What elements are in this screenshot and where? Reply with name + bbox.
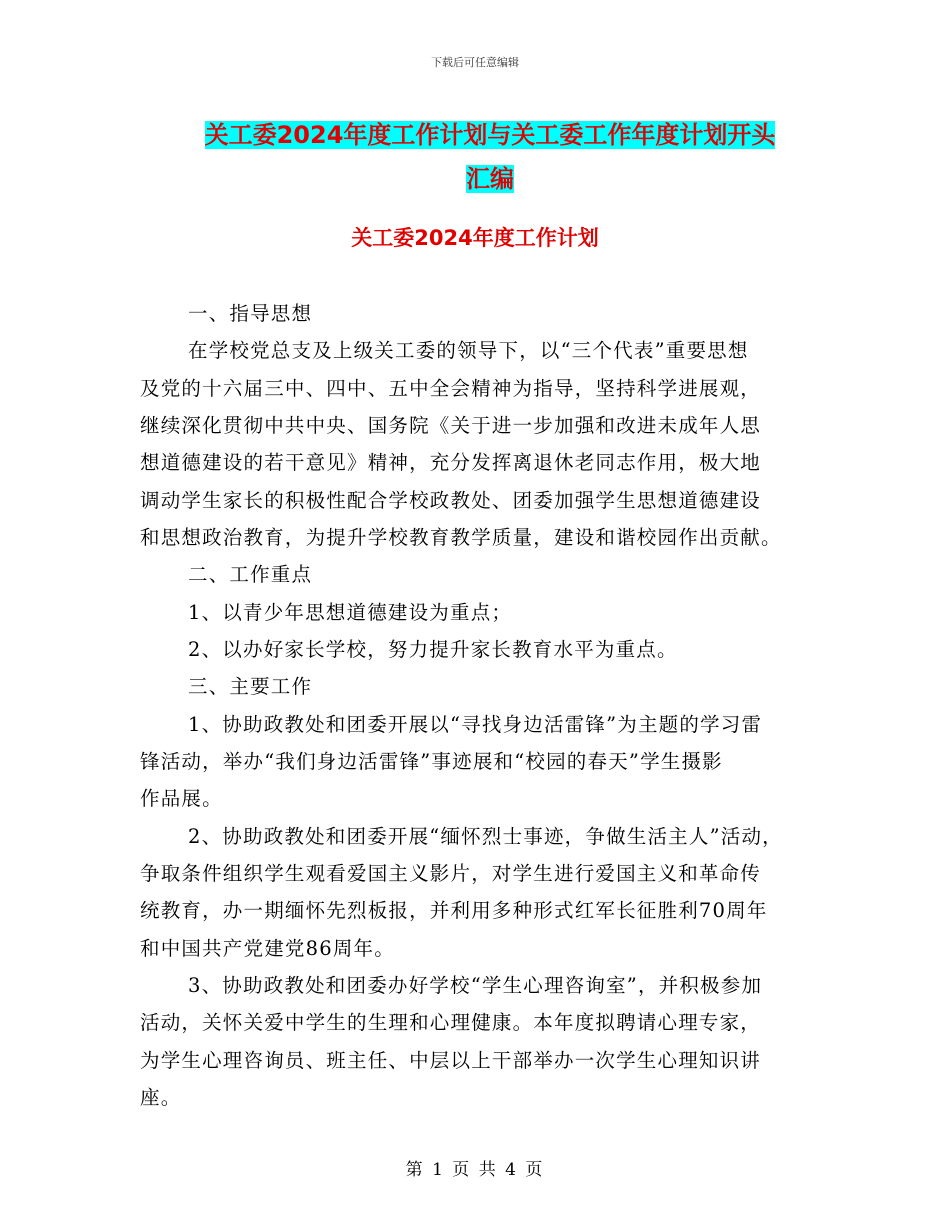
paragraph-line: 座。 <box>140 1086 182 1109</box>
paragraph-line: 在学校党总支及上级关工委的领导下，以“三个代表”重要思想 <box>188 339 749 362</box>
paragraph-line: 和中国共产党建党86周年。 <box>140 937 395 960</box>
paragraph-line: 继续深化贯彻中共中央、国务院《关于进一步加强和改进未成年人思 <box>140 414 762 437</box>
paragraph-line: 和思想政治教育，为提升学校教育教学质量，建设和谐校园作出贡献。 <box>140 526 782 549</box>
paragraph-line: 3、协助政教处和团委办好学校“学生心理咨询室”，并积极参加 <box>188 974 763 997</box>
list-item: 1、以青少年思想道德建设为重点； <box>188 601 513 624</box>
paragraph-line: 1、协助政教处和团委开展以“寻找身边活雷锋”为主题的学习雷 <box>188 713 763 736</box>
document-title-line-1: 关工委2024年度工作计划与关工委工作年度计划开头 <box>204 121 776 149</box>
page-header: 下载后可任意编辑 <box>431 56 519 69</box>
heading-work-focus: 二、工作重点 <box>188 563 313 586</box>
list-item: 2、以办好家长学校，努力提升家长教育水平为重点。 <box>188 638 678 661</box>
paragraph-line: 争取条件组织学生观看爱国主义影片，对学生进行爱国主义和革命传 <box>140 862 762 885</box>
heading-guiding-thought: 一、指导思想 <box>188 302 313 325</box>
paragraph-line: 锋活动，举办“我们身边活雷锋”事迹展和“校园的春天”学生摄影 <box>140 750 723 773</box>
paragraph-line: 活动，关怀关爱中学生的生理和心理健康。本年度拟聘请心理专家， <box>140 1011 762 1034</box>
heading-main-work: 三、主要工作 <box>188 675 313 698</box>
paragraph-line: 调动学生家长的积极性配合学校政教处、团委加强学生思想道德建设 <box>140 489 762 512</box>
page-footer: 第 1 页 共 4 页 <box>405 1160 545 1180</box>
paragraph-line: 作品展。 <box>140 787 223 810</box>
paragraph-line: 为学生心理咨询员、班主任、中层以上干部举办一次学生心理知识讲 <box>140 1049 762 1072</box>
section-title: 关工委2024年度工作计划 <box>351 226 599 250</box>
document-title <box>140 113 840 201</box>
document-title-line-2: 汇编 <box>466 165 514 193</box>
paragraph-line: 2、协助政教处和团委开展“缅怀烈士事迹，争做生活主人”活动， <box>188 825 783 848</box>
paragraph-line: 及党的十六届三中、四中、五中全会精神为指导，坚持科学进展观， <box>140 377 762 400</box>
paragraph-line: 统教育，办一期缅怀先烈板报，并利用多种形式红军长征胜利70周年 <box>140 899 768 922</box>
paragraph-line: 想道德建设的若干意见》精神，充分发挥离退休老同志作用，极大地 <box>140 451 762 474</box>
